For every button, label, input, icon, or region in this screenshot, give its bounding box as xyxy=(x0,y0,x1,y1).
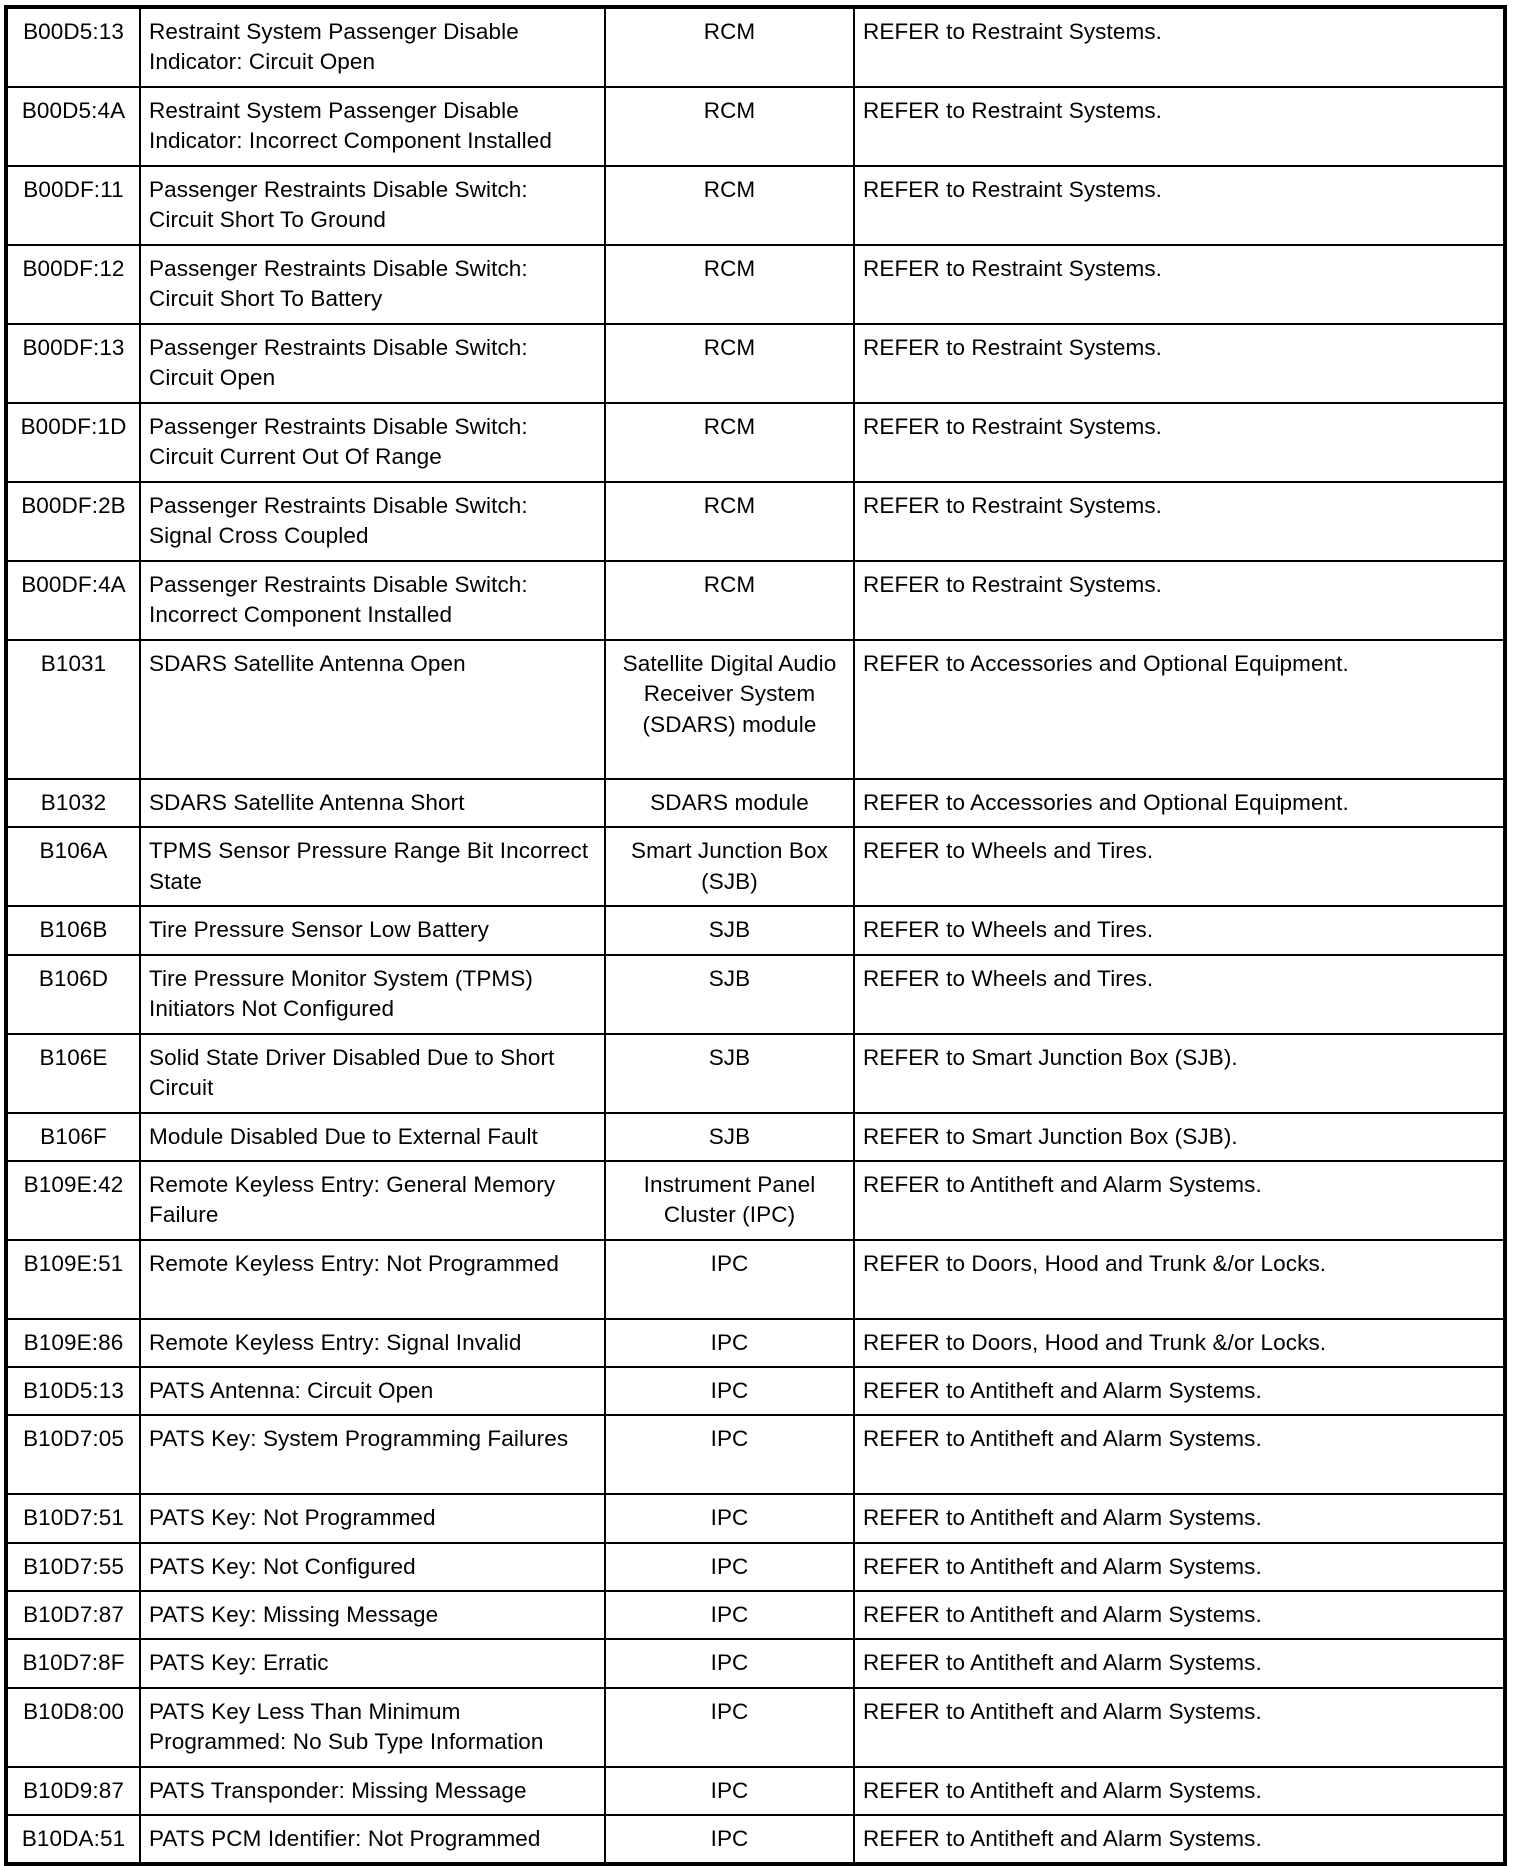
table-row xyxy=(6,7,1505,87)
dtc-description: Passenger Restraints Disable Switch: Circuit Short To Battery xyxy=(140,245,605,324)
dtc-code: B109E:86 xyxy=(6,1319,140,1367)
dtc-description: Passenger Restraints Disable Switch: Circuit Open xyxy=(140,324,605,403)
table-row xyxy=(6,1543,1505,1591)
dtc-action: REFER to Antitheft and Alarm Systems. xyxy=(854,1543,1505,1591)
dtc-module: SDARS module xyxy=(605,779,854,827)
dtc-action: REFER to Doors, Hood and Trunk &/or Locks. xyxy=(854,1240,1505,1319)
dtc-description: Passenger Restraints Disable Switch: Circuit Current Out Of Range xyxy=(140,403,605,482)
dtc-description: Remote Keyless Entry: Signal Invalid xyxy=(140,1319,605,1367)
dtc-code: B1032 xyxy=(6,779,140,827)
dtc-description: Restraint System Passenger Disable Indicator: Incorrect Component Installed xyxy=(140,87,605,166)
dtc-description: Solid State Driver Disabled Due to Short Circuit xyxy=(140,1034,605,1113)
table-row xyxy=(6,403,1505,482)
table-row xyxy=(6,324,1505,403)
dtc-code: B1031 xyxy=(6,640,140,779)
dtc-description: PATS Antenna: Circuit Open xyxy=(140,1367,605,1415)
dtc-code: B10D7:87 xyxy=(6,1591,140,1639)
dtc-action: REFER to Wheels and Tires. xyxy=(854,955,1505,1034)
dtc-description: PATS Key: Missing Message xyxy=(140,1591,605,1639)
dtc-table-body xyxy=(6,7,1505,1864)
dtc-code: B109E:51 xyxy=(6,1240,140,1319)
dtc-action: REFER to Restraint Systems. xyxy=(854,245,1505,324)
table-row xyxy=(6,1161,1505,1240)
dtc-module: SJB xyxy=(605,906,854,954)
dtc-module: IPC xyxy=(605,1543,854,1591)
dtc-module: IPC xyxy=(605,1591,854,1639)
dtc-description: PATS Key Less Than Minimum Programmed: No Sub Type Information xyxy=(140,1688,605,1767)
dtc-module: RCM xyxy=(605,561,854,640)
dtc-module: RCM xyxy=(605,7,854,87)
dtc-code: B10DA:51 xyxy=(6,1815,140,1864)
dtc-code: B106E xyxy=(6,1034,140,1113)
dtc-code: B109E:42 xyxy=(6,1161,140,1240)
dtc-code: B10D7:51 xyxy=(6,1494,140,1542)
dtc-action: REFER to Restraint Systems. xyxy=(854,7,1505,87)
dtc-module: Instrument Panel Cluster (IPC) xyxy=(605,1161,854,1240)
dtc-module: IPC xyxy=(605,1240,854,1319)
dtc-description: Remote Keyless Entry: Not Programmed xyxy=(140,1240,605,1319)
dtc-code: B10D7:05 xyxy=(6,1415,140,1494)
dtc-code: B00D5:4A xyxy=(6,87,140,166)
dtc-module: IPC xyxy=(605,1319,854,1367)
table-row xyxy=(6,1591,1505,1639)
dtc-action: REFER to Antitheft and Alarm Systems. xyxy=(854,1639,1505,1687)
table-row xyxy=(6,1815,1505,1864)
dtc-module: IPC xyxy=(605,1767,854,1815)
dtc-description: Module Disabled Due to External Fault xyxy=(140,1113,605,1161)
dtc-description: PATS PCM Identifier: Not Programmed xyxy=(140,1815,605,1864)
dtc-module: IPC xyxy=(605,1494,854,1542)
dtc-module: RCM xyxy=(605,324,854,403)
dtc-module: SJB xyxy=(605,1113,854,1161)
dtc-module: RCM xyxy=(605,403,854,482)
dtc-module: Smart Junction Box (SJB) xyxy=(605,827,854,906)
dtc-description: PATS Key: Not Configured xyxy=(140,1543,605,1591)
dtc-module: SJB xyxy=(605,1034,854,1113)
dtc-module: RCM xyxy=(605,482,854,561)
dtc-code: B10D7:8F xyxy=(6,1639,140,1687)
dtc-code: B00DF:2B xyxy=(6,482,140,561)
dtc-action: REFER to Restraint Systems. xyxy=(854,87,1505,166)
dtc-description: PATS Key: Erratic xyxy=(140,1639,605,1687)
dtc-action: REFER to Antitheft and Alarm Systems. xyxy=(854,1591,1505,1639)
dtc-description: PATS Transponder: Missing Message xyxy=(140,1767,605,1815)
table-row xyxy=(6,87,1505,166)
dtc-code: B10D5:13 xyxy=(6,1367,140,1415)
dtc-action: REFER to Restraint Systems. xyxy=(854,403,1505,482)
dtc-description: Restraint System Passenger Disable Indicator: Circuit Open xyxy=(140,7,605,87)
dtc-module: SJB xyxy=(605,955,854,1034)
dtc-code: B10D8:00 xyxy=(6,1688,140,1767)
dtc-action: REFER to Antitheft and Alarm Systems. xyxy=(854,1688,1505,1767)
dtc-description: SDARS Satellite Antenna Open xyxy=(140,640,605,779)
dtc-code: B00DF:12 xyxy=(6,245,140,324)
dtc-code: B00DF:1D xyxy=(6,403,140,482)
dtc-code: B00D5:13 xyxy=(6,7,140,87)
dtc-description: PATS Key: System Programming Failures xyxy=(140,1415,605,1494)
dtc-module: RCM xyxy=(605,245,854,324)
table-row xyxy=(6,245,1505,324)
table-row xyxy=(6,779,1505,827)
dtc-code: B00DF:11 xyxy=(6,166,140,245)
dtc-module: RCM xyxy=(605,87,854,166)
dtc-action: REFER to Restraint Systems. xyxy=(854,324,1505,403)
table-row xyxy=(6,1319,1505,1367)
dtc-action: REFER to Accessories and Optional Equipment. xyxy=(854,640,1505,779)
dtc-action: REFER to Antitheft and Alarm Systems. xyxy=(854,1161,1505,1240)
dtc-action: REFER to Doors, Hood and Trunk &/or Locks. xyxy=(854,1319,1505,1367)
dtc-module: RCM xyxy=(605,166,854,245)
dtc-action: REFER to Restraint Systems. xyxy=(854,482,1505,561)
dtc-code: B00DF:4A xyxy=(6,561,140,640)
dtc-action: REFER to Antitheft and Alarm Systems. xyxy=(854,1815,1505,1864)
table-row xyxy=(6,955,1505,1034)
dtc-action: REFER to Antitheft and Alarm Systems. xyxy=(854,1767,1505,1815)
dtc-action: REFER to Wheels and Tires. xyxy=(854,827,1505,906)
dtc-module: Satellite Digital Audio Receiver System (SDARS) module xyxy=(605,640,854,779)
dtc-action: REFER to Restraint Systems. xyxy=(854,561,1505,640)
dtc-description: Passenger Restraints Disable Switch: Incorrect Component Installed xyxy=(140,561,605,640)
table-row xyxy=(6,166,1505,245)
table-row xyxy=(6,482,1505,561)
dtc-module: IPC xyxy=(605,1688,854,1767)
dtc-module: IPC xyxy=(605,1367,854,1415)
table-row xyxy=(6,1113,1505,1161)
dtc-description: SDARS Satellite Antenna Short xyxy=(140,779,605,827)
dtc-code: B106B xyxy=(6,906,140,954)
dtc-module: IPC xyxy=(605,1415,854,1494)
table-row xyxy=(6,1767,1505,1815)
dtc-action: REFER to Smart Junction Box (SJB). xyxy=(854,1113,1505,1161)
dtc-description: TPMS Sensor Pressure Range Bit Incorrect State xyxy=(140,827,605,906)
dtc-description: Tire Pressure Monitor System (TPMS) Initiators Not Configured xyxy=(140,955,605,1034)
dtc-description: Passenger Restraints Disable Switch: Circuit Short To Ground xyxy=(140,166,605,245)
dtc-description: Remote Keyless Entry: General Memory Failure xyxy=(140,1161,605,1240)
dtc-description: Tire Pressure Sensor Low Battery xyxy=(140,906,605,954)
table-row xyxy=(6,1240,1505,1319)
dtc-action: REFER to Antitheft and Alarm Systems. xyxy=(854,1415,1505,1494)
dtc-code: B106F xyxy=(6,1113,140,1161)
dtc-code: B10D9:87 xyxy=(6,1767,140,1815)
dtc-module: IPC xyxy=(605,1815,854,1864)
dtc-table xyxy=(4,5,1507,1866)
dtc-code: B106D xyxy=(6,955,140,1034)
table-row xyxy=(6,561,1505,640)
dtc-module: IPC xyxy=(605,1639,854,1687)
table-row xyxy=(6,1367,1505,1415)
table-row xyxy=(6,906,1505,954)
table-row xyxy=(6,827,1505,906)
dtc-code: B106A xyxy=(6,827,140,906)
table-row xyxy=(6,1494,1505,1542)
dtc-action: REFER to Antitheft and Alarm Systems. xyxy=(854,1494,1505,1542)
table-row xyxy=(6,1415,1505,1494)
dtc-action: REFER to Smart Junction Box (SJB). xyxy=(854,1034,1505,1113)
dtc-action: REFER to Accessories and Optional Equipment. xyxy=(854,779,1505,827)
table-row xyxy=(6,1688,1505,1767)
dtc-code: B00DF:13 xyxy=(6,324,140,403)
dtc-action: REFER to Antitheft and Alarm Systems. xyxy=(854,1367,1505,1415)
dtc-code: B10D7:55 xyxy=(6,1543,140,1591)
dtc-description: Passenger Restraints Disable Switch: Signal Cross Coupled xyxy=(140,482,605,561)
dtc-description: PATS Key: Not Programmed xyxy=(140,1494,605,1542)
table-row xyxy=(6,1639,1505,1687)
dtc-action: REFER to Wheels and Tires. xyxy=(854,906,1505,954)
table-row xyxy=(6,1034,1505,1113)
dtc-action: REFER to Restraint Systems. xyxy=(854,166,1505,245)
table-row xyxy=(6,640,1505,779)
